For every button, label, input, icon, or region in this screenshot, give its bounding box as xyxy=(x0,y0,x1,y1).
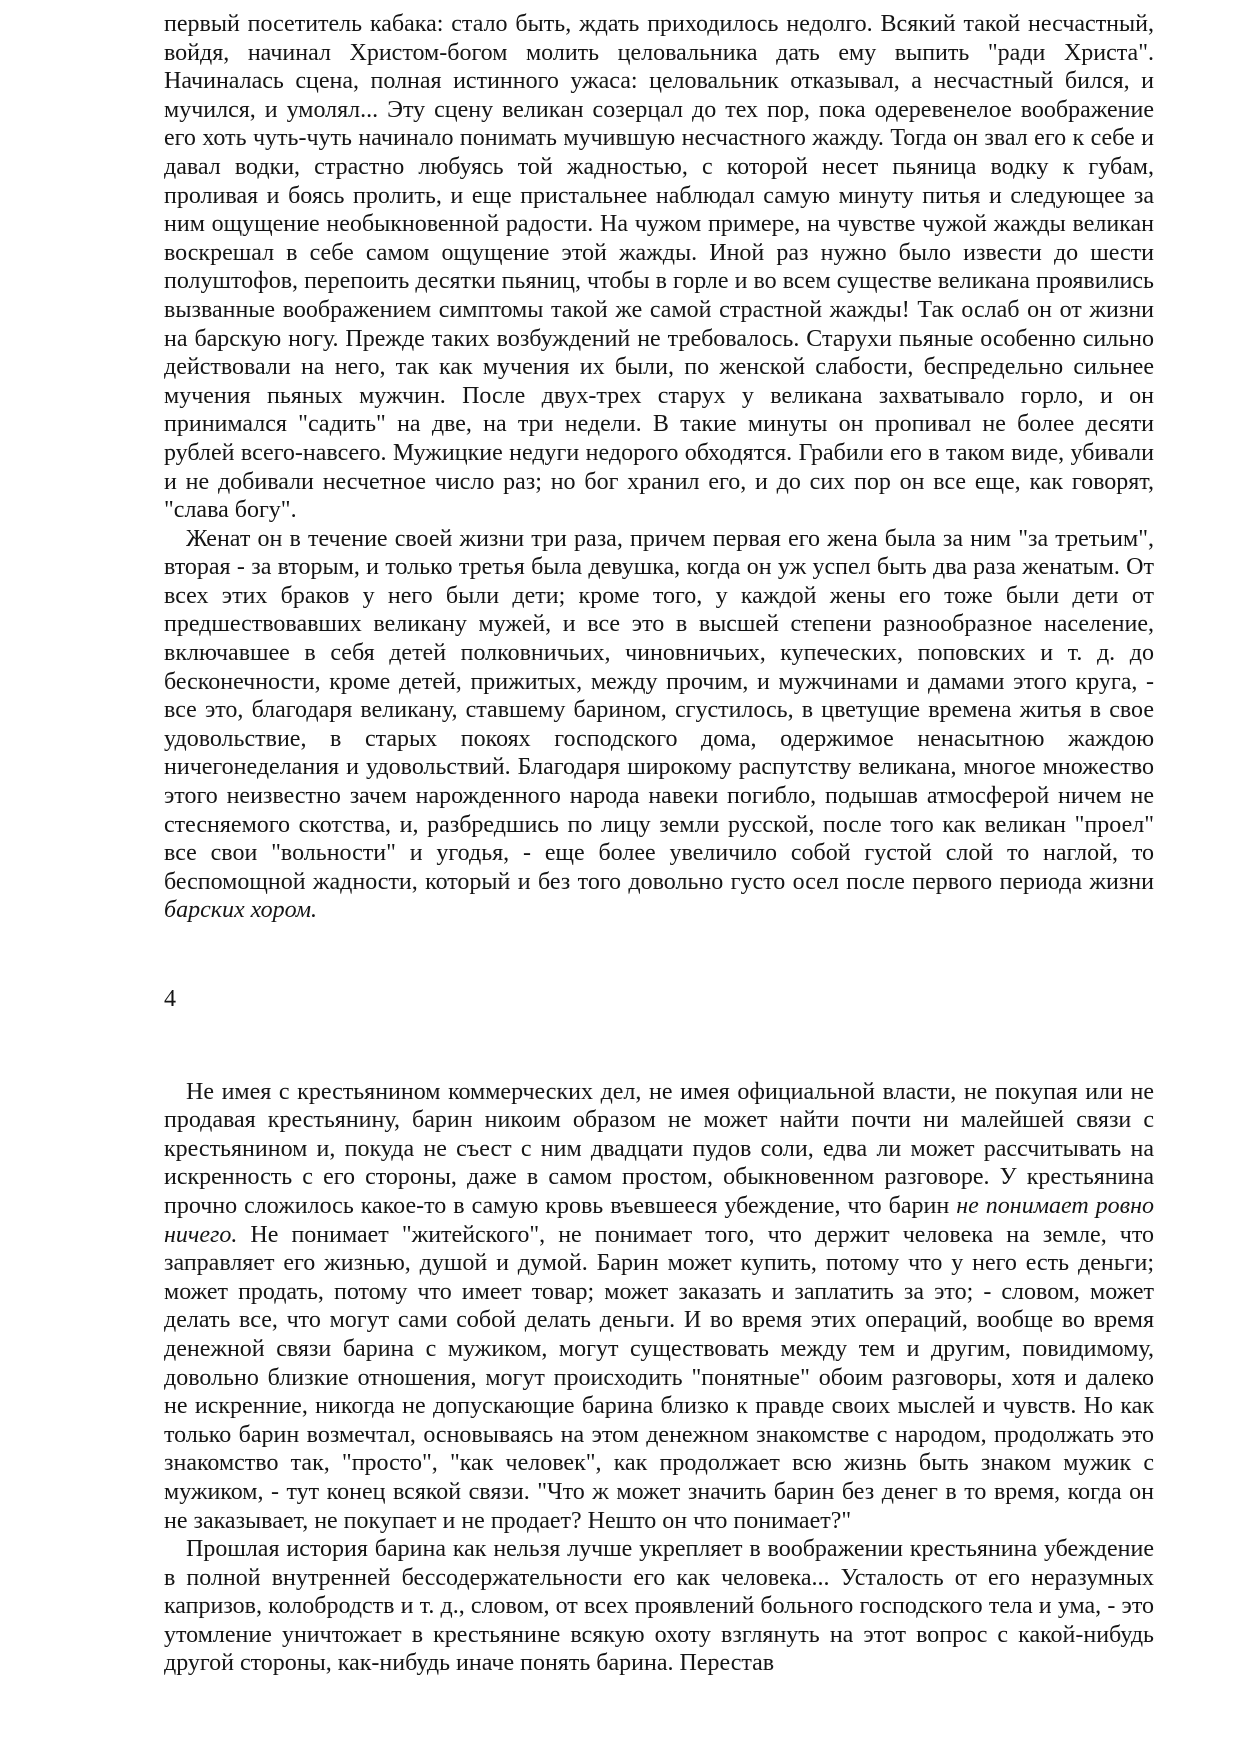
paragraph-3-text-end: Не понимает "житейского", не понимает того, что держит человека на земле, что заправляет его жизнью, душой и думой. Барин может купить, потому что у него есть деньги; может продать, потому что имеет товар; может заказать и заплатить за это; - словом, может делать все, что могут сами собой делать деньги. И во время этих операций, вообще во время денежной связи барина с мужиком, могут существовать между тем и другим, повидимому, довольно близкие отношения, могут происходить "понятные" обоим разговоры, хотя и далеко не искренние, никогда не допускающие барина близко к правде своих мыслей и чувств. Но как только барин возмечтал, основываясь на этом денежном знакомстве с народом, продолжать это знакомство так, "просто", "как человек", как продолжает всю жизнь быть знаком мужик с мужиком, - тут конец всякой связи. "Что ж может значить барин без денег в то время, когда он не заказывает, не покупает и не продает? Нешто он что понимает?" xyxy=(164,1221,1154,1534)
paragraph-3 xyxy=(164,1078,1154,1536)
paragraph-2 xyxy=(164,525,1154,925)
paragraph-2-italic: барских хором. xyxy=(164,897,318,924)
section-number: 4 xyxy=(164,986,176,1012)
paragraph-2-text: Женат он в течение своей жизни три раза, причем первая его жена была за ним "за третьим", вторая - за вторым, и только третья была девушка, когда он уж успел быть два раза женатым. От всех этих браков у него были дети; кроме того, у каждой жены его тоже были дети от предшествовавших великану мужей, и все это в высшей степени разнообразное население, включавшее в себя детей полковничьих, чиновничьих, купеческих, поповских и т. д. до бесконечности, кроме детей, прижитых, между прочим, и мужчинами и дамами этого круга, - все это, благодаря великану, ставшему барином, сгустилось, в цветущие времена житья в свое удовольствие, в старых покоях господского дома, одержимое ненасытною жаждою ничегонеделания и удовольствий. Благодаря широкому распутству великана, многое множество этого неизвестно зачем нарожденного народа навеки погибло, подышав атмосферой ничем не стесняемого скотства, и, разбредшись по лицу земли русской, после того как великан "проел" все свои "вольности" и угодья, - еще более увеличило собой густой слой то наглой, то беспомощной жадности, который и без того довольно густо осел после первого периода жизни xyxy=(164,525,1154,895)
document-page xyxy=(164,10,1154,1678)
paragraph-1: первый посетитель кабака: стало быть, ждать приходилось недолго. Всякий такой несчастный, войдя, начинал Христом-богом молить целовальника дать ему выпить "ради Христа". Начиналась сцена, полная истинного ужаса: целовальник отказывал, а несчастный бился, и мучился, и умолял... Эту сцену великан созерцал до тех пор, пока одеревенелое воображение его хоть чуть-чуть начинало понимать мучившую несчастного жажду. Тогда он звал его к себе и давал водки, страстно любуясь той жадностью, с которой несет пьяница водку к губам, проливая и боясь пролить, и еще пристальнее наблюдал самую минуту питья и следующее за ним ощущение необыкновенной радости. На чужом примере, на чувстве чужой жажды великан воскрешал в себе самом ощущение этой жажды. Иной раз нужно было извести до шести полуштофов, перепоить десятки пьяниц, чтобы в горле и во всем существе великана проявились вызванные воображением симптомы такой же самой страстной жажды! Так ослаб он от жизни на барскую ногу. Прежде таких возбуждений не требовалось. Старухи пьяные особенно сильно действовали на него, так как мучения их были, по женской слабости, беспредельно сильнее мучения пьяных мужчин. После двух-трех старух у великана захватывало горло, и он принимался "садить" на две, на три недели. В такие минуты он пропивал не более десяти рублей всего-навсего. Мужицкие недуги недорого обходятся. Грабили его в таком виде, убивали и не добивали несчетное число раз; но бог хранил его, и до сих пор он все еще, как говорят, "слава богу". xyxy=(164,11,1154,524)
paragraph-3-text-start: Не имея с крестьянином коммерческих дел, не имея официальной власти, не покупая или не продавая крестьянину, барин никоим образом не может найти почти ни малейшей связи с крестьянином и, покуда не съест с ним двадцати пудов соли, едва ли может рассчитывать на искренность с его стороны, даже в самом простом, обыкновенном разговоре. У крестьянина прочно сложилось какое-то в самую кровь въевшееся убеждение, что барин xyxy=(164,1078,1154,1219)
paragraph-3-italic: не понимает ровно ничего. xyxy=(164,1192,1154,1248)
paragraph-4: Прошлая история барина как нельзя лучше укрепляет в воображении крестьянина убеждение в полной внутренней бессодержательности его как человека... Усталость от его неразумных капризов, колобродств и т. д., словом, от всех проявлений больного господского тела и ума, - это утомление уничтожает в крестьянине всякую охоту взглянуть на этот вопрос с какой-нибудь другой стороны, как-нибудь иначе понять барина. Перестав xyxy=(164,1536,1154,1677)
section-gap xyxy=(164,1014,1154,1078)
